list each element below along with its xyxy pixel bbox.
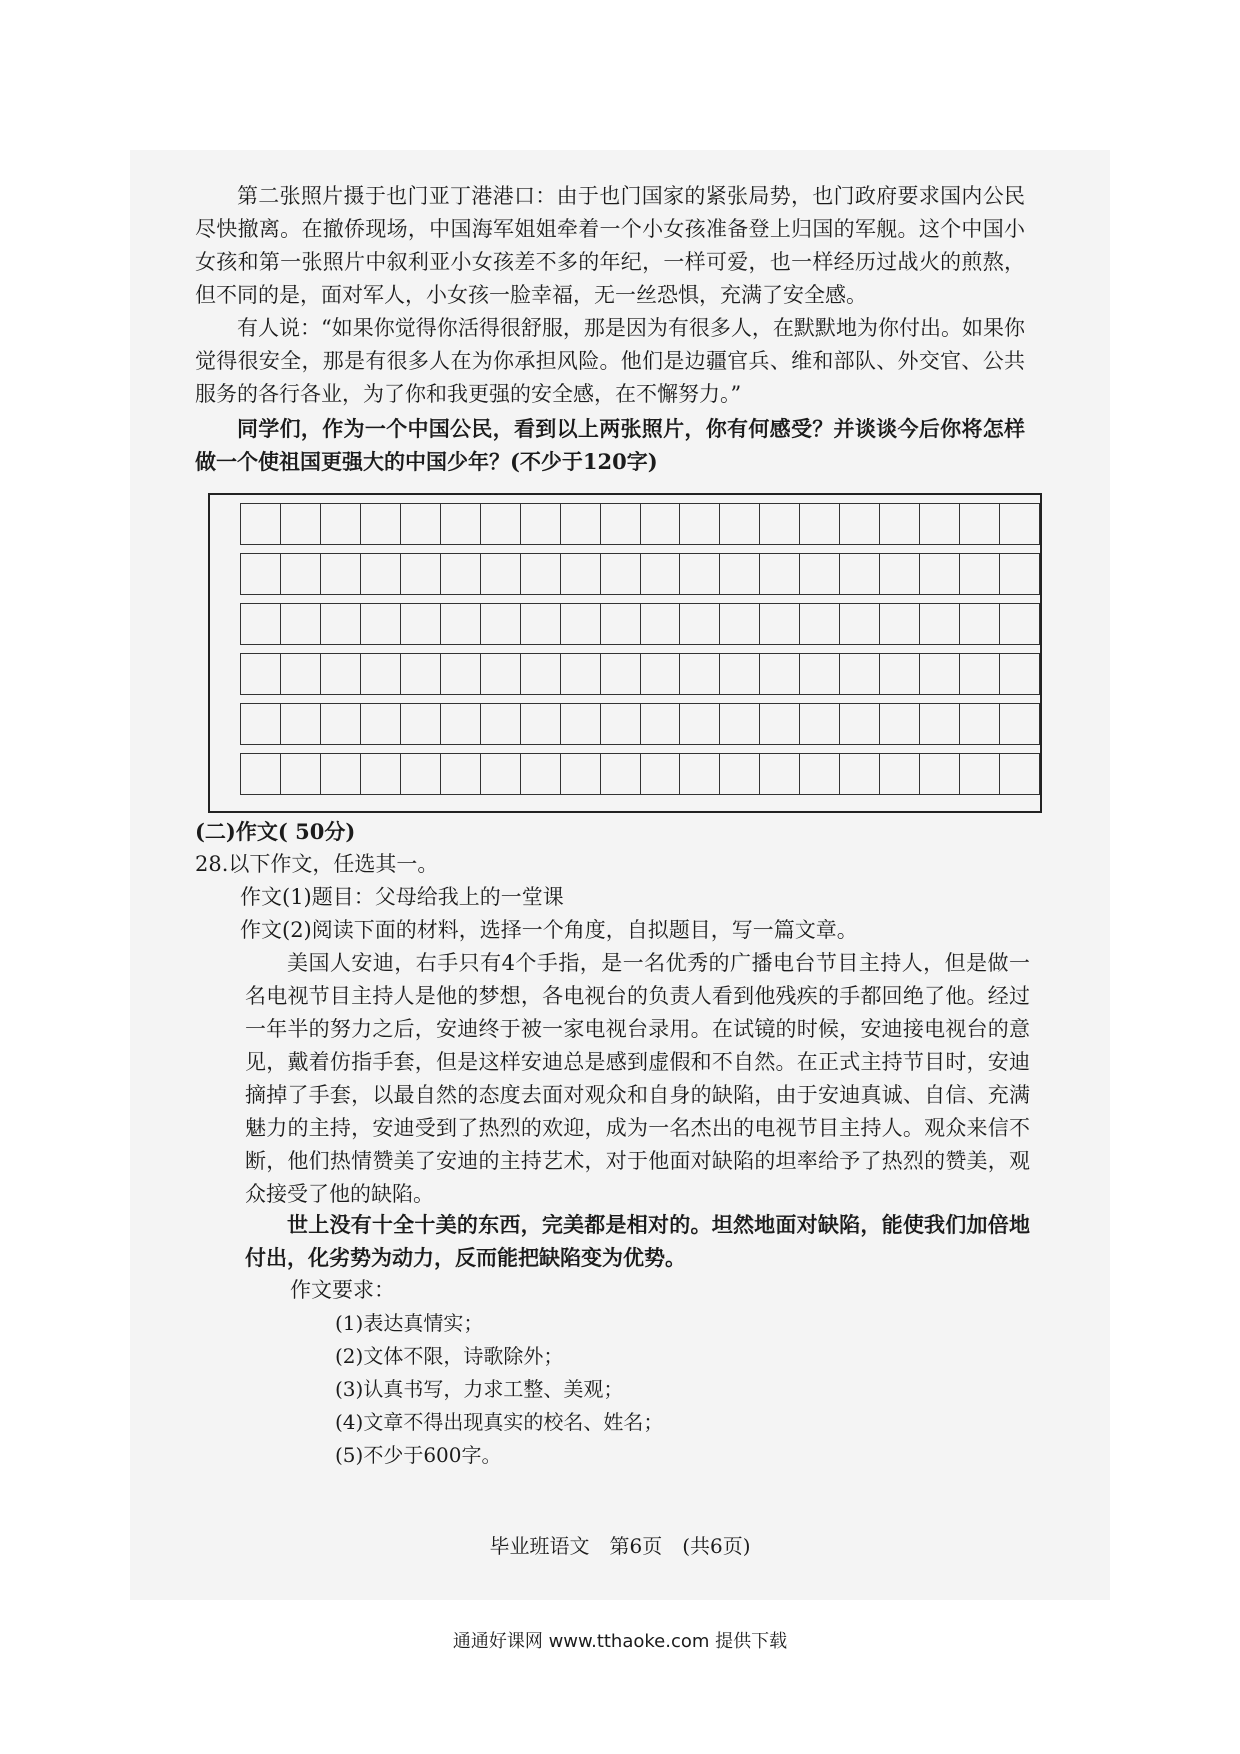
grid-cell[interactable] (919, 503, 959, 545)
grid-cell[interactable] (320, 753, 360, 795)
grid-cell[interactable] (959, 753, 999, 795)
grid-cell[interactable] (520, 703, 560, 745)
grid-cell[interactable] (320, 553, 360, 595)
grid-cell[interactable] (640, 653, 680, 695)
grid-cell[interactable] (919, 753, 959, 795)
composition-option-1: 作文(1)题目：父母给我上的一堂课 (240, 885, 564, 909)
grid-cell[interactable] (240, 753, 280, 795)
grid-cell[interactable] (719, 653, 759, 695)
grid-cell[interactable] (759, 553, 799, 595)
grid-cell[interactable] (480, 653, 520, 695)
passage-paragraph-2: 有人说：“如果你觉得你活得很舒服，那是因为有很多人，在默默地为你付出。如果你觉得很安全，那是有很多人在为你承担风险。他们是边疆官兵、维和部队、外交官、公共服务的各行各业，为了你和我更强的安全感，在不懈努力。” (195, 316, 1025, 406)
grid-cell[interactable] (759, 603, 799, 645)
grid-cell[interactable] (999, 503, 1040, 545)
grid-cell[interactable] (440, 503, 480, 545)
grid-cell[interactable] (480, 603, 520, 645)
grid-cell[interactable] (520, 553, 560, 595)
grid-cell[interactable] (640, 553, 680, 595)
grid-cell[interactable] (799, 753, 839, 795)
grid-cell[interactable] (959, 603, 999, 645)
requirements-title: 作文要求： (290, 1278, 395, 1302)
grid-cell[interactable] (959, 503, 999, 545)
grid-cell[interactable] (440, 653, 480, 695)
grid-cell[interactable] (600, 503, 640, 545)
requirement-item: (5)不少于600字。 (335, 1443, 502, 1467)
grid-cell[interactable] (999, 703, 1040, 745)
grid-cell[interactable] (400, 553, 440, 595)
grid-cell[interactable] (400, 653, 440, 695)
grid-cell[interactable] (480, 553, 520, 595)
grid-cell[interactable] (560, 653, 600, 695)
grid-cell[interactable] (240, 603, 280, 645)
grid-row (240, 753, 1040, 795)
writing-prompt: 同学们，作为一个中国公民，看到以上两张照片，你有何感受？并谈谈今后你将怎样做一个使祖国更强大的中国少年？(不少于120字) (195, 416, 1025, 474)
grid-cell[interactable] (839, 503, 879, 545)
grid-cell[interactable] (280, 603, 320, 645)
grid-cell[interactable] (959, 703, 999, 745)
grid-cell[interactable] (520, 653, 560, 695)
grid-cell[interactable] (719, 603, 759, 645)
grid-cell[interactable] (999, 753, 1040, 795)
grid-cell[interactable] (799, 703, 839, 745)
grid-cell[interactable] (360, 753, 400, 795)
grid-cell[interactable] (799, 603, 839, 645)
grid-cell[interactable] (879, 503, 919, 545)
passage-paragraph-1: 第二张照片摄于也门亚丁港港口：由于也门国家的紧张局势，也门政府要求国内公民尽快撤离。在撤侨现场，中国海军姐姐牵着一个小女孩准备登上归国的军舰。这个中国小女孩和第一张照片中叙利亚小女孩差不多的年纪，一样可爱，也一样经历过战火的煎熬，但不同的是，面对军人，小女孩一脸幸福，无一丝恐惧，充满了安全感。 (195, 184, 1025, 307)
grid-cell[interactable] (879, 703, 919, 745)
grid-cell[interactable] (600, 703, 640, 745)
grid-cell[interactable] (919, 653, 959, 695)
grid-cell[interactable] (280, 503, 320, 545)
grid-cell[interactable] (999, 653, 1040, 695)
grid-cell[interactable] (520, 603, 560, 645)
grid-cell[interactable] (400, 503, 440, 545)
grid-cell[interactable] (999, 553, 1040, 595)
grid-cell[interactable] (839, 603, 879, 645)
grid-cell[interactable] (759, 503, 799, 545)
grid-row (240, 603, 1040, 645)
grid-cell[interactable] (839, 653, 879, 695)
grid-cell[interactable] (320, 503, 360, 545)
grid-cell[interactable] (959, 553, 999, 595)
grid-cell[interactable] (480, 753, 520, 795)
grid-cell[interactable] (679, 503, 719, 545)
grid-cell[interactable] (640, 703, 680, 745)
grid-row (240, 703, 1040, 745)
grid-cell[interactable] (879, 653, 919, 695)
grid-cell[interactable] (280, 703, 320, 745)
grid-cell[interactable] (240, 553, 280, 595)
question-number: 28.以下作文，任选其一。 (195, 852, 439, 876)
grid-cell[interactable] (719, 703, 759, 745)
grid-row (240, 503, 1040, 545)
grid-cell[interactable] (679, 603, 719, 645)
grid-cell[interactable] (320, 603, 360, 645)
download-link[interactable]: 通通好课网 www.tthaoke.com 提供下载 (452, 1631, 788, 1652)
grid-cell[interactable] (520, 753, 560, 795)
grid-cell[interactable] (560, 553, 600, 595)
grid-row (240, 553, 1040, 595)
grid-cell[interactable] (640, 603, 680, 645)
grid-cell[interactable] (640, 503, 680, 545)
grid-cell[interactable] (879, 603, 919, 645)
grid-cell[interactable] (560, 603, 600, 645)
grid-row (240, 653, 1040, 695)
grid-cell[interactable] (360, 603, 400, 645)
grid-cell[interactable] (999, 603, 1040, 645)
grid-cell[interactable] (919, 553, 959, 595)
grid-cell[interactable] (759, 703, 799, 745)
grid-cell[interactable] (360, 553, 400, 595)
grid-cell[interactable] (400, 603, 440, 645)
requirement-item: (4)文章不得出现真实的校名、姓名； (335, 1410, 664, 1434)
requirement-item: (2)文体不限，诗歌除外； (335, 1344, 564, 1368)
grid-cell[interactable] (719, 503, 759, 545)
grid-cell[interactable] (839, 703, 879, 745)
grid-cell[interactable] (719, 753, 759, 795)
grid-cell[interactable] (440, 703, 480, 745)
grid-cell[interactable] (560, 703, 600, 745)
grid-cell[interactable] (799, 503, 839, 545)
grid-cell[interactable] (360, 503, 400, 545)
grid-cell[interactable] (640, 753, 680, 795)
grid-cell[interactable] (799, 553, 839, 595)
grid-cell[interactable] (799, 653, 839, 695)
grid-cell[interactable] (879, 753, 919, 795)
grid-cell[interactable] (839, 753, 879, 795)
composition-option-2: 作文(2)阅读下面的材料，选择一个角度，自拟题目，写一篇文章。 (240, 918, 858, 942)
grid-cell[interactable] (919, 603, 959, 645)
grid-cell[interactable] (719, 553, 759, 595)
section-title: (二)作文( 50分) (195, 819, 356, 844)
grid-cell[interactable] (679, 753, 719, 795)
grid-cell[interactable] (400, 703, 440, 745)
grid-cell[interactable] (759, 753, 799, 795)
grid-cell[interactable] (560, 503, 600, 545)
grid-cell[interactable] (400, 753, 440, 795)
grid-cell[interactable] (320, 703, 360, 745)
grid-cell[interactable] (240, 503, 280, 545)
grid-cell[interactable] (600, 603, 640, 645)
grid-cell[interactable] (600, 553, 640, 595)
grid-cell[interactable] (600, 753, 640, 795)
grid-cell[interactable] (440, 553, 480, 595)
grid-cell[interactable] (759, 653, 799, 695)
grid-cell[interactable] (520, 503, 560, 545)
material-paragraph: 美国人安迪，右手只有4个手指，是一名优秀的广播电台节目主持人，但是做一名电视节目主持人是他的梦想，各电视台的负责人看到他残疾的手都回绝了他。经过一年半的努力之后，安迪终于被一家电视台录用。在试镜的时候，安迪接电视台的意见，戴着仿指手套，但是这样安迪总是感到虚假和不自然。在正式主持节目时，安迪摘掉了手套，以最自然的态度去面对观众和自身的缺陷，由于安迪真诚、自信、充满魅力的主持，安迪受到了热烈的欢迎，成为一名杰出的电视节目主持人。观众来信不断，他们热情赞美了安迪的主持艺术，对于他面对缺陷的坦率给予了热烈的赞美，观众接受了他的缺陷。 (245, 951, 1030, 1206)
grid-cell[interactable] (320, 653, 360, 695)
material-summary: 世上没有十全十美的东西，完美都是相对的。坦然地面对缺陷，能使我们加倍地付出，化劣势为动力，反而能把缺陷变为优势。 (245, 1212, 1030, 1270)
grid-cell[interactable] (360, 703, 400, 745)
grid-cell[interactable] (240, 653, 280, 695)
requirement-item: (3)认真书写，力求工整、美观； (335, 1377, 624, 1401)
grid-cell[interactable] (280, 553, 320, 595)
grid-cell[interactable] (480, 703, 520, 745)
grid-cell[interactable] (839, 553, 879, 595)
grid-cell[interactable] (919, 703, 959, 745)
grid-cell[interactable] (360, 653, 400, 695)
grid-cell[interactable] (440, 753, 480, 795)
grid-cell[interactable] (240, 703, 280, 745)
grid-cell[interactable] (280, 653, 320, 695)
grid-cell[interactable] (440, 603, 480, 645)
grid-cell[interactable] (600, 653, 640, 695)
grid-cell[interactable] (959, 653, 999, 695)
grid-cell[interactable] (679, 653, 719, 695)
grid-cell[interactable] (879, 553, 919, 595)
grid-cell[interactable] (560, 753, 600, 795)
writing-grid[interactable] (208, 493, 1042, 813)
page-footer: 毕业班语文 第6页 (共6页) (489, 1534, 751, 1558)
grid-cell[interactable] (679, 703, 719, 745)
grid-cell[interactable] (280, 753, 320, 795)
grid-cell[interactable] (480, 503, 520, 545)
grid-cell[interactable] (679, 553, 719, 595)
requirement-item: (1)表达真情实； (335, 1311, 484, 1335)
